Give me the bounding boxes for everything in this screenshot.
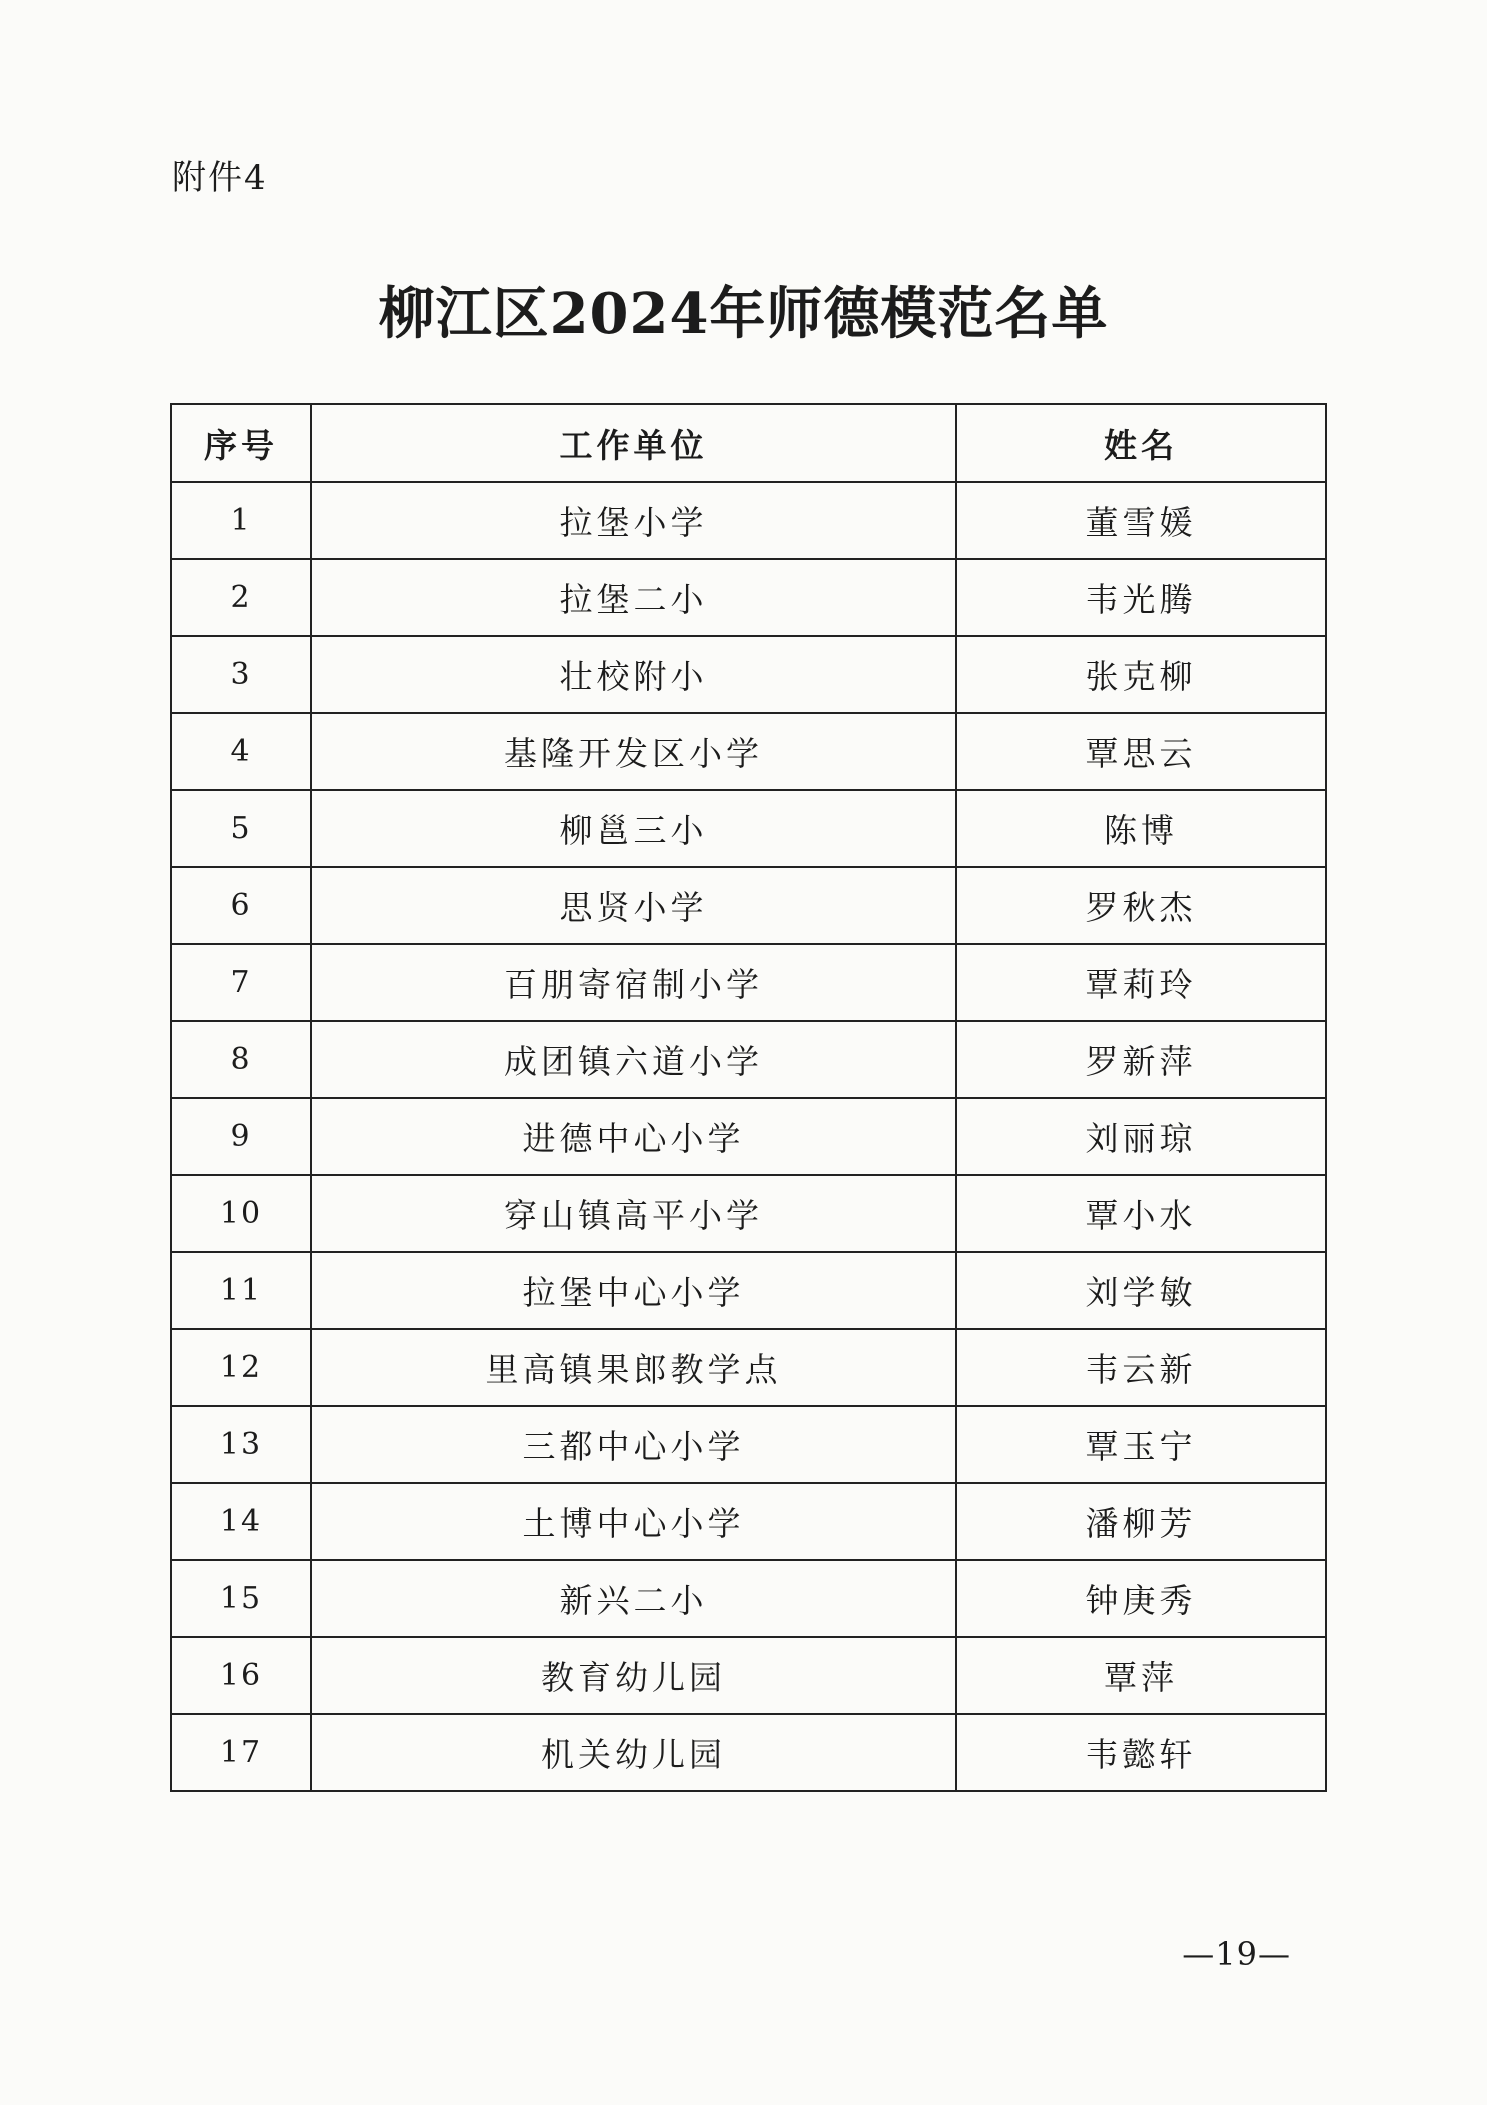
table-header-row: [171, 404, 1326, 482]
cell-work-unit: 拉堡二小: [311, 559, 956, 636]
cell-name: 刘学敏: [956, 1252, 1326, 1329]
cell-work-unit: 成团镇六道小学: [311, 1021, 956, 1098]
cell-work-unit: 壮校附小: [311, 636, 956, 713]
cell-name: 罗秋杰: [956, 867, 1326, 944]
table-row: [171, 1483, 1326, 1560]
cell-name: 覃思云: [956, 713, 1326, 790]
table-row: [171, 1406, 1326, 1483]
cell-serial-number: 5: [171, 790, 311, 867]
table-row: [171, 1560, 1326, 1637]
cell-serial-number: 6: [171, 867, 311, 944]
cell-work-unit: 拉堡中心小学: [311, 1252, 956, 1329]
cell-serial-number: 10: [171, 1175, 311, 1252]
cell-work-unit: 教育幼儿园: [311, 1637, 956, 1714]
cell-serial-number: 12: [171, 1329, 311, 1406]
cell-work-unit: 里高镇果郎教学点: [311, 1329, 956, 1406]
attachment-label: 附件4: [172, 158, 268, 198]
cell-work-unit: 进德中心小学: [311, 1098, 956, 1175]
table-row: [171, 867, 1326, 944]
cell-serial-number: 2: [171, 559, 311, 636]
cell-work-unit: 拉堡小学: [311, 482, 956, 559]
table-row: [171, 482, 1326, 559]
cell-serial-number: 4: [171, 713, 311, 790]
cell-name: 罗新萍: [956, 1021, 1326, 1098]
cell-name: 钟庚秀: [956, 1560, 1326, 1637]
cell-serial-number: 14: [171, 1483, 311, 1560]
document-title: 柳江区2024年师德模范名单: [378, 281, 1109, 347]
cell-name: 覃莉玲: [956, 944, 1326, 1021]
cell-work-unit: 基隆开发区小学: [311, 713, 956, 790]
table-row: [171, 713, 1326, 790]
cell-serial-number: 15: [171, 1560, 311, 1637]
table-row: [171, 1252, 1326, 1329]
cell-name: 陈博: [956, 790, 1326, 867]
table-row: [171, 1714, 1326, 1791]
header-name: 姓名: [956, 404, 1326, 482]
cell-serial-number: 7: [171, 944, 311, 1021]
cell-name: 韦懿轩: [956, 1714, 1326, 1791]
table-row: [171, 636, 1326, 713]
cell-name: 韦云新: [956, 1329, 1326, 1406]
cell-serial-number: 1: [171, 482, 311, 559]
table-row: [171, 1329, 1326, 1406]
cell-work-unit: 机关幼儿园: [311, 1714, 956, 1791]
cell-name: 覃萍: [956, 1637, 1326, 1714]
cell-work-unit: 新兴二小: [311, 1560, 956, 1637]
cell-work-unit: 柳邕三小: [311, 790, 956, 867]
cell-name: 覃小水: [956, 1175, 1326, 1252]
cell-name: 潘柳芳: [956, 1483, 1326, 1560]
cell-name: 董雪媛: [956, 482, 1326, 559]
honor-roster-table: [170, 403, 1327, 1792]
page-number: —19—: [1182, 1935, 1291, 1973]
cell-name: 刘丽琼: [956, 1098, 1326, 1175]
cell-serial-number: 16: [171, 1637, 311, 1714]
table-body: [171, 482, 1326, 1791]
cell-work-unit: 穿山镇高平小学: [311, 1175, 956, 1252]
table-row: [171, 559, 1326, 636]
header-serial-number: 序号: [171, 404, 311, 482]
cell-serial-number: 13: [171, 1406, 311, 1483]
table-row: [171, 790, 1326, 867]
cell-serial-number: 8: [171, 1021, 311, 1098]
header-work-unit: 工作单位: [311, 404, 956, 482]
cell-serial-number: 9: [171, 1098, 311, 1175]
table-row: [171, 1021, 1326, 1098]
cell-work-unit: 思贤小学: [311, 867, 956, 944]
table-row: [171, 1098, 1326, 1175]
table-row: [171, 1637, 1326, 1714]
cell-serial-number: 17: [171, 1714, 311, 1791]
cell-name: 张克柳: [956, 636, 1326, 713]
table-row: [171, 1175, 1326, 1252]
cell-work-unit: 三都中心小学: [311, 1406, 956, 1483]
cell-serial-number: 3: [171, 636, 311, 713]
table-row: [171, 944, 1326, 1021]
cell-name: 韦光腾: [956, 559, 1326, 636]
cell-work-unit: 百朋寄宿制小学: [311, 944, 956, 1021]
cell-work-unit: 土博中心小学: [311, 1483, 956, 1560]
cell-serial-number: 11: [171, 1252, 311, 1329]
cell-name: 覃玉宁: [956, 1406, 1326, 1483]
